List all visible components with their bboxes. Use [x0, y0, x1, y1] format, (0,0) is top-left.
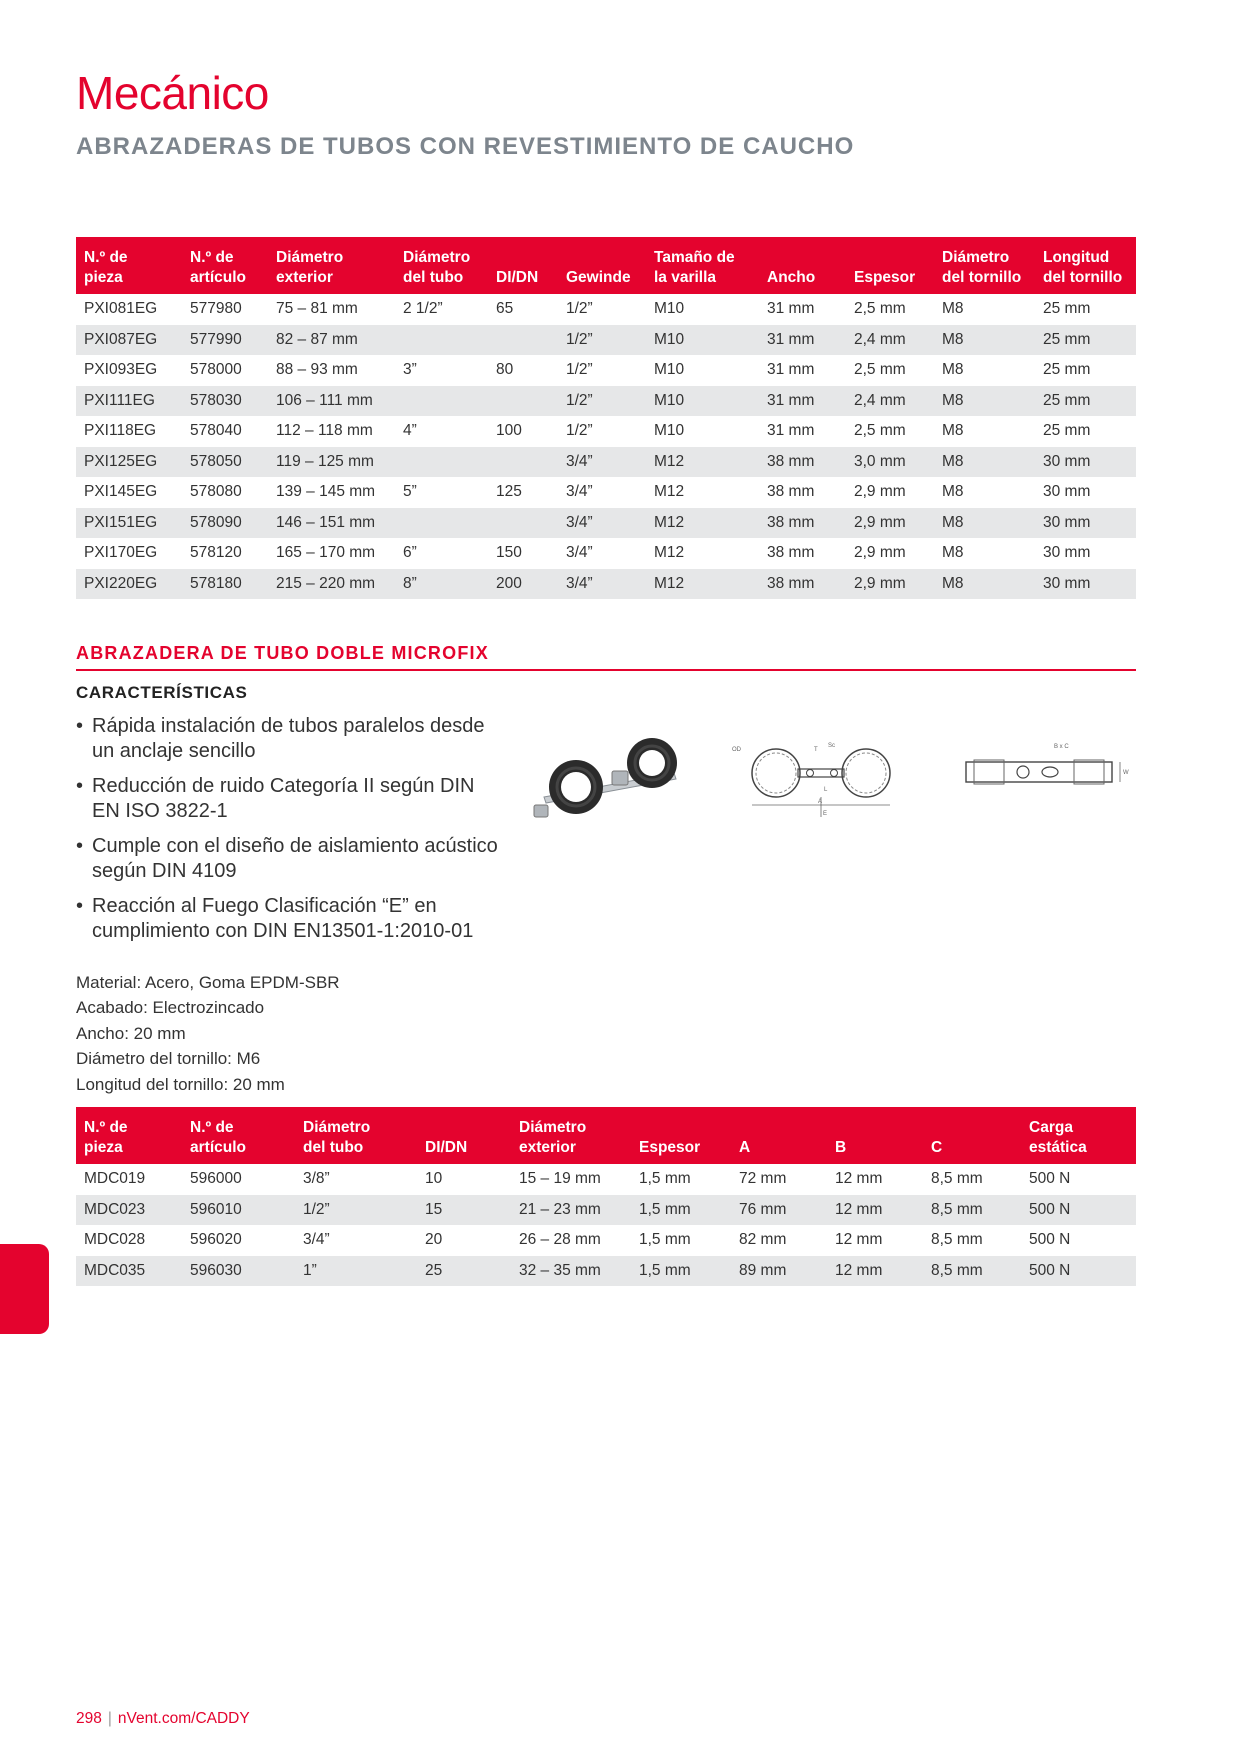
table-cell: 500 N [1021, 1195, 1136, 1226]
table-cell: 578120 [190, 544, 242, 562]
e-label: E [823, 811, 828, 817]
column-header-line [854, 248, 930, 268]
table-cell: 596030 [182, 1256, 295, 1287]
table-cell: 38 mm [759, 508, 846, 539]
features-list [76, 714, 506, 954]
table-cell: M10 [646, 386, 759, 417]
table-cell: 76 mm [731, 1195, 827, 1226]
features-heading: CARACTERÍSTICAS [76, 683, 248, 702]
table-cell: 2,9 mm [854, 483, 906, 501]
column-header [759, 237, 846, 294]
column-header-line: Diámetro [303, 1119, 371, 1136]
table-cell: 32 – 35 mm [511, 1256, 631, 1287]
table-cell: 25 mm [1043, 300, 1091, 318]
section-divider [76, 669, 1136, 671]
feature-text: Reducción de ruido Categoría II según DIN EN ISO 3822-1 [92, 775, 475, 822]
product-photo [524, 735, 694, 835]
column-header-line: del tubo [403, 269, 464, 286]
table-cell: PXI220EG [76, 569, 182, 600]
table-row [76, 1195, 1136, 1226]
table-cell: 31 mm [767, 300, 815, 318]
column-header [1021, 1107, 1136, 1164]
table-cell: 80 [496, 361, 514, 379]
table-cell: 1/2” [566, 422, 593, 440]
table-cell: 82 mm [739, 1231, 787, 1249]
table-cell: 31 mm [767, 361, 815, 379]
table-cell: PXI087EG [76, 325, 182, 356]
table-cell: M10 [654, 361, 685, 379]
table-cell: 2,4 mm [846, 386, 934, 417]
table-cell: M8 [942, 544, 964, 562]
table-row [76, 294, 1136, 325]
page-subtitle: ABRAZADERAS DE TUBOS CON REVESTIMIENTO DE CAUCHO [76, 133, 855, 160]
table-cell: 139 – 145 mm [276, 483, 376, 501]
column-header [846, 237, 934, 294]
column-header [295, 1107, 417, 1164]
table-cell: M8 [934, 325, 1035, 356]
column-header-line: pieza [84, 1139, 123, 1156]
column-header-line: Longitud [1043, 249, 1110, 266]
table-cell: 200 [488, 569, 558, 600]
front-view-drawing [732, 735, 912, 825]
column-header-line: Diámetro [403, 249, 471, 266]
footer-separator: | [107, 1710, 112, 1727]
column-header-line: A [739, 1139, 751, 1156]
table-cell: M12 [646, 569, 759, 600]
table-cell: 31 mm [759, 325, 846, 356]
column-header-line: B [835, 1139, 847, 1156]
column-header-line: N.º de [84, 1119, 128, 1136]
table-cell: 12 mm [827, 1195, 923, 1226]
column-header [731, 1107, 827, 1164]
t-label: T [814, 747, 818, 753]
table-cell: 31 mm [759, 386, 846, 417]
table-cell: M12 [654, 544, 685, 562]
table-header-row [76, 1107, 1136, 1164]
table-cell: 1” [295, 1256, 417, 1287]
table-cell: 12 mm [835, 1170, 883, 1188]
table-cell: 577980 [190, 300, 242, 318]
table-cell: M8 [942, 483, 964, 501]
column-header-line: Espesor [854, 269, 916, 286]
column-header-line: del tornillo [1043, 269, 1123, 286]
column-header [934, 237, 1035, 294]
table-cell: 65 [496, 300, 514, 318]
table-cell: 215 – 220 mm [268, 569, 395, 600]
top-view-drawing [960, 740, 1130, 800]
table-cell: 3” [403, 361, 417, 379]
table-row [76, 508, 1136, 539]
feature-text: Reacción al Fuego Clasificación “E” en cumplimiento con DIN EN13501-1:2010-01 [92, 895, 474, 942]
table-cell: 1/2” [295, 1195, 417, 1226]
table-cell: 1/2” [558, 325, 646, 356]
table-cell: M8 [942, 361, 964, 379]
table-cell: 8,5 mm [923, 1256, 1021, 1287]
table-row [76, 477, 1136, 508]
column-header-line: del tubo [303, 1139, 364, 1156]
table-cell: 1/2” [566, 361, 593, 379]
column-header [182, 237, 268, 294]
table-cell: 125 [496, 483, 522, 501]
od-label: OD [732, 747, 741, 753]
table-cell: 15 – 19 mm [519, 1170, 601, 1188]
table-cell: 578180 [182, 569, 268, 600]
column-header-line: DI/DN [496, 269, 539, 286]
table-cell: 8,5 mm [931, 1170, 983, 1188]
table-cell: PXI145EG [84, 483, 158, 501]
feature-text: Rápida instalación de tubos paralelos desde un anclaje sencillo [92, 715, 485, 762]
column-header-line: N.º de [190, 249, 234, 266]
column-header-line [931, 1118, 1017, 1138]
table-cell: 1,5 mm [639, 1231, 691, 1249]
table-cell: 30 mm [1035, 508, 1136, 539]
table-cell [395, 447, 488, 478]
table-cell: 30 mm [1043, 483, 1091, 501]
column-header-line: N.º de [190, 1119, 234, 1136]
table-cell: 26 – 28 mm [519, 1231, 601, 1249]
table-cell: 1,5 mm [639, 1170, 691, 1188]
table-cell: 500 N [1021, 1256, 1136, 1287]
table-cell [395, 325, 488, 356]
table-cell: 8” [395, 569, 488, 600]
spec-line: Longitud del tornillo: 20 mm [76, 1074, 285, 1094]
page-footer [76, 1710, 250, 1728]
column-header [182, 1107, 295, 1164]
table-cell [488, 325, 558, 356]
table-row [76, 1225, 1136, 1256]
table-cell: 38 mm [767, 544, 815, 562]
table-cell: 1/2” [558, 386, 646, 417]
table-cell: PXI151EG [76, 508, 182, 539]
column-header-line [496, 248, 554, 268]
microfix-double-clamp-table [76, 1107, 1136, 1286]
table-cell: 1/2” [566, 300, 593, 318]
table-row [76, 447, 1136, 478]
table-cell: 578000 [190, 361, 242, 379]
table-cell: 2,9 mm [846, 508, 934, 539]
column-header [268, 237, 395, 294]
column-header-line: Espesor [639, 1139, 701, 1156]
table-cell: 4” [403, 422, 417, 440]
table-cell: 578080 [190, 483, 242, 501]
table-cell: 596020 [190, 1231, 242, 1249]
table-cell: 578050 [182, 447, 268, 478]
table-cell: M10 [646, 325, 759, 356]
table-cell: M8 [942, 300, 964, 318]
table-cell: MDC023 [76, 1195, 182, 1226]
table-cell: 10 [425, 1170, 443, 1188]
column-header-line [425, 1118, 507, 1138]
table-cell: M8 [934, 508, 1035, 539]
column-header-line [639, 1118, 727, 1138]
column-header [488, 237, 558, 294]
table-cell: MDC035 [76, 1256, 182, 1287]
column-header [511, 1107, 631, 1164]
table-cell: 20 [425, 1231, 443, 1249]
feature-item [76, 774, 506, 824]
table-cell: 577990 [182, 325, 268, 356]
table-row [76, 355, 1136, 386]
table-cell [488, 386, 558, 417]
table-cell: 75 – 81 mm [276, 300, 358, 318]
table-row [76, 416, 1136, 447]
column-header-line: Diámetro [519, 1119, 587, 1136]
material-specs [76, 970, 340, 1097]
table-cell: 3/4” [566, 483, 593, 501]
table-cell: 12 mm [835, 1231, 883, 1249]
a-label: A [818, 799, 823, 805]
bullet: • [76, 835, 84, 857]
table-cell: PXI081EG [84, 300, 158, 318]
spec-line: Material: Acero, Goma EPDM-SBR [76, 973, 340, 992]
table-cell: 165 – 170 mm [276, 544, 376, 562]
table-cell: 72 mm [739, 1170, 787, 1188]
column-header-line [767, 248, 842, 268]
table-cell: 3/4” [558, 569, 646, 600]
column-header-line: DI/DN [425, 1139, 468, 1156]
table-cell: 2,4 mm [846, 325, 934, 356]
column-header [827, 1107, 923, 1164]
table-cell: 3/8” [303, 1170, 330, 1188]
table-cell: M12 [654, 483, 685, 501]
column-header-line: Diámetro [942, 249, 1010, 266]
column-header-line: N.º de [84, 249, 128, 266]
table-cell: 500 N [1029, 1170, 1071, 1188]
table-cell: 38 mm [767, 483, 815, 501]
column-header [76, 237, 182, 294]
column-header-line: artículo [190, 269, 246, 286]
table-cell: 38 mm [759, 569, 846, 600]
spec-line: Ancho: 20 mm [76, 1023, 186, 1043]
column-header-line: Diámetro [276, 249, 344, 266]
table-cell: 500 N [1029, 1231, 1071, 1249]
sc-label: Sc [828, 743, 836, 749]
page-number: 298 [76, 1710, 102, 1727]
table-cell: 38 mm [759, 447, 846, 478]
table-cell: 2,5 mm [854, 361, 906, 379]
footer-url[interactable]: nVent.com/CADDY [117, 1710, 250, 1727]
table-cell [395, 508, 488, 539]
table-cell: 25 mm [1043, 361, 1091, 379]
table-cell [488, 508, 558, 539]
column-header-line: estática [1029, 1139, 1087, 1156]
feature-text: Cumple con el diseño de aislamiento acústico según DIN 4109 [92, 835, 498, 882]
table-cell: 8,5 mm [923, 1195, 1021, 1226]
table-cell: M10 [654, 422, 685, 440]
table-cell: PXI118EG [84, 422, 157, 440]
column-header-line: exterior [276, 269, 333, 286]
table-cell: 3/4” [558, 508, 646, 539]
table-cell: 88 – 93 mm [276, 361, 358, 379]
table-cell: 2,5 mm [854, 422, 906, 440]
table-cell: 146 – 151 mm [268, 508, 395, 539]
column-header-line [835, 1118, 919, 1138]
column-header [417, 1107, 511, 1164]
column-header-line: del tornillo [942, 269, 1022, 286]
table-cell: M8 [934, 447, 1035, 478]
bullet: • [76, 775, 84, 797]
feature-item [76, 714, 506, 764]
spec-line: Diámetro del tornillo: M6 [76, 1049, 261, 1069]
table-cell: M8 [934, 569, 1035, 600]
column-header-line: Gewinde [566, 269, 631, 286]
column-header-line: la varilla [654, 269, 717, 286]
table-cell: 3/4” [558, 447, 646, 478]
w-label: W [1123, 770, 1129, 776]
table-cell: 2,5 mm [854, 300, 906, 318]
column-header-line: artículo [190, 1139, 246, 1156]
feature-item [76, 834, 506, 884]
feature-item [76, 894, 506, 944]
bullet: • [76, 895, 84, 917]
table-cell: M8 [934, 386, 1035, 417]
table-cell: 12 mm [827, 1256, 923, 1287]
column-header [923, 1107, 1021, 1164]
table-cell: 119 – 125 mm [268, 447, 395, 478]
table-row [76, 386, 1136, 417]
table-cell: 3/4” [566, 544, 593, 562]
table-header-row [76, 237, 1136, 294]
column-header-line: exterior [519, 1139, 576, 1156]
table-cell: 25 mm [1035, 386, 1136, 417]
table-cell: 578090 [182, 508, 268, 539]
column-header-line: C [931, 1139, 943, 1156]
table-cell: PXI111EG [76, 386, 182, 417]
column-header [395, 237, 488, 294]
column-header-line: Ancho [767, 269, 816, 286]
column-header [76, 1107, 182, 1164]
table-cell [395, 386, 488, 417]
column-header-line: pieza [84, 269, 123, 286]
table-cell: 15 [417, 1195, 511, 1226]
table-cell: 89 mm [731, 1256, 827, 1287]
table-cell: 6” [403, 544, 417, 562]
table-cell: 2,9 mm [846, 569, 934, 600]
column-header-line: Carga [1029, 1119, 1073, 1136]
table-cell: 596000 [190, 1170, 242, 1188]
bullet: • [76, 715, 84, 737]
table-cell: 1,5 mm [631, 1256, 731, 1287]
table-cell: 1,5 mm [631, 1195, 731, 1226]
bxc-label: B x C [1054, 744, 1069, 750]
table-cell: M12 [646, 447, 759, 478]
table-row [76, 325, 1136, 356]
table-cell: MDC028 [84, 1231, 146, 1249]
table-cell: 25 mm [1043, 422, 1091, 440]
column-header-line: Tamaño de [654, 249, 735, 266]
table-cell: MDC019 [84, 1170, 146, 1188]
table-cell: PXI093EG [84, 361, 158, 379]
page-title: Mecánico [76, 67, 269, 119]
table-row [76, 1256, 1136, 1287]
table-cell: 112 – 118 mm [276, 422, 373, 440]
table-cell: 5” [403, 483, 417, 501]
table-cell: 578030 [182, 386, 268, 417]
l-label: L [824, 787, 828, 793]
table-cell [488, 447, 558, 478]
column-header [631, 1107, 731, 1164]
table-cell: 2,9 mm [854, 544, 906, 562]
table-cell: 21 – 23 mm [511, 1195, 631, 1226]
column-header-line [739, 1118, 823, 1138]
table-cell: M8 [942, 422, 964, 440]
table-cell: 3,0 mm [846, 447, 934, 478]
section-title: ABRAZADERA DE TUBO DOBLE MICROFIX [76, 643, 489, 663]
column-header [1035, 237, 1136, 294]
table-row [76, 538, 1136, 569]
column-header [646, 237, 759, 294]
chapter-tab [0, 1244, 49, 1334]
table-cell: M12 [646, 508, 759, 539]
spec-line: Acabado: Electrozincado [76, 998, 265, 1018]
table-row [76, 569, 1136, 600]
table-cell: 8,5 mm [931, 1231, 983, 1249]
table-cell: 31 mm [767, 422, 815, 440]
table-cell: 25 [417, 1256, 511, 1287]
table-cell: PXI125EG [76, 447, 182, 478]
table-cell: 25 mm [1035, 325, 1136, 356]
table-cell: 106 – 111 mm [268, 386, 395, 417]
table-cell: 30 mm [1035, 569, 1136, 600]
table-cell: 150 [496, 544, 522, 562]
table-cell: 30 mm [1035, 447, 1136, 478]
table-cell: M10 [654, 300, 685, 318]
table-cell: 30 mm [1043, 544, 1091, 562]
table-cell: 2 1/2” [403, 300, 443, 318]
rubber-lined-clamp-table [76, 237, 1136, 599]
table-cell: 578040 [190, 422, 242, 440]
table-cell: 100 [496, 422, 522, 440]
table-row [76, 1164, 1136, 1195]
table-cell: 3/4” [303, 1231, 330, 1249]
table-cell: 82 – 87 mm [268, 325, 395, 356]
table-cell: PXI170EG [84, 544, 158, 562]
column-header [558, 237, 646, 294]
column-header-line [566, 248, 642, 268]
table-cell: 596010 [182, 1195, 295, 1226]
